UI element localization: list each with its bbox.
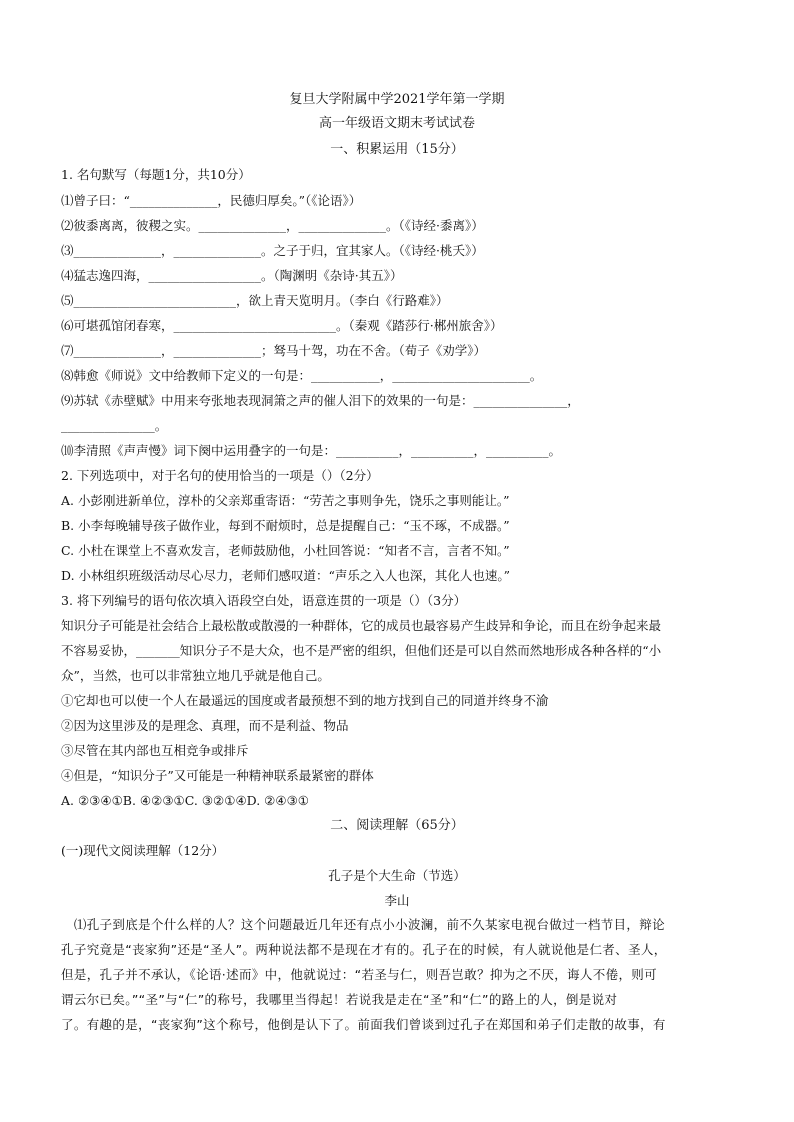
q1-line-7: ⑺______________，______________；驽马十驾，功在不舍。（荀子《劝学》） [61, 343, 487, 358]
q1-line-9-cont: _______________。 [61, 418, 168, 433]
article-line-3: 但是，孔子并不承认，《论语·述而》中，他就说过：“若圣与仁，则吾岂敢？抑为之不厌，诲人不倦，则可 [61, 967, 658, 982]
section-2-subheading: (一)现代文阅读理解（12分） [61, 843, 225, 858]
q1-line-5: ⑸__________________________，欲上青天览明月。（李白《行路难》） [61, 293, 449, 308]
q3-passage-3: 众”，当然，也可以非常独立地几乎就是他自己。 [61, 668, 330, 683]
q2-option-d: D. 小林组织班级活动尽心尽力，老师们感叹道：“声乐之入人也深，其化人也速。” [61, 568, 511, 583]
q3-passage-1: 知识分子可能是社会结合上最松散或散漫的一种群体，它的成员也最容易产生歧异和争论，而且在纷争起来最 [61, 618, 662, 633]
section-2-heading: 二、阅读理解（65分） [330, 818, 464, 833]
article-author: 李山 [384, 893, 410, 908]
q1-line-10: ⑽李清照《声声慢》词下阕中运用叠字的一句是：__________，__________，__________。 [61, 443, 562, 458]
exam-title: 高一年级语文期末考试试卷 [318, 116, 475, 131]
q3-item-4: ④但是，“知识分子”又可能是一种精神联系最紧密的群体 [61, 768, 374, 783]
q1-line-3: ⑶______________，______________。之子于归，宜其家人。（《诗经·桃夭》） [61, 243, 484, 258]
q1-line-1: ⑴曾子曰：“______________，民德归厚矣。”（《论语》） [61, 193, 362, 208]
article-title: 孔子是个大生命（节选） [328, 868, 466, 883]
q3-heading: 3. 将下列编号的语句依次填入语段空白处，语意连贯的一项是（）（3分） [61, 593, 467, 608]
q2-option-b: B. 小李每晚辅导孩子做作业，每到不耐烦时，总是提醒自己：“玉不琢，不成器。” [61, 518, 510, 533]
article-line-4: 谓云尔已矣。”“圣”与“仁”的称号，我哪里当得起！若说我是走在“圣”和“仁”的路上的人，倒是说对 [61, 992, 618, 1007]
q3-passage-2: 不容易妥协，_______知识分子不是大众，也不是严密的组织，但他们还是可以自然而然地形成各种各样的“小 [61, 643, 662, 658]
school-semester-title: 复旦大学附属中学2021学年第一学期 [289, 92, 505, 107]
q2-option-c: C. 小杜在课堂上不喜欢发言，老师鼓励他，小杜回答说：“知者不言，言者不知。” [61, 543, 510, 558]
q3-item-1: ①它却也可以使一个人在最遥远的国度或者最预想不到的地方找到自己的同道并终身不渝 [61, 693, 549, 708]
q3-item-2: ②因为这里涉及的是理念、真理，而不是利益、物品 [61, 718, 349, 733]
q3-answer-options: A. ②③④①B. ④②③①C. ③②①④D. ②④③① [61, 793, 309, 808]
q1-heading: 1. 名句默写（每题1分，共10分） [61, 167, 251, 182]
q1-line-9: ⑼苏轼《赤壁赋》中用来夸张地表现洞箫之声的催人泪下的效果的一句是：_______________， [61, 393, 580, 408]
q1-line-8: ⑻韩愈《师说》文中给教师下定义的一句是：___________，______________________。 [61, 368, 543, 383]
q2-heading: 2. 下列选项中，对于名句的使用恰当的一项是（）（2分） [61, 468, 379, 483]
q1-line-4: ⑷猛志逸四海，__________________。（陶渊明《杂诗·其五》） [61, 268, 403, 283]
article-line-5: 了。有趣的是，“丧家狗”这个称号，他倒是认下了。前面我们曾谈到过孔子在郑国和弟子们走散的故事，有 [61, 1017, 666, 1032]
q2-option-a: A. 小彭刚进新单位，淳朴的父亲郑重寄语：“劳苦之事则争先，饶乐之事则能让。” [61, 493, 510, 508]
article-line-1: ⑴孔子到底是个什么样的人？这个问题最近几年还有点小小波澜，前不久某家电视台做过一档节目，辩论 [61, 917, 665, 932]
q1-line-2: ⑵彼黍离离，彼稷之实。______________，______________。（《诗经·黍离》） [61, 218, 484, 233]
section-1-heading: 一、积累运用（15分） [330, 142, 464, 157]
q1-line-6: ⑹可堪孤馆闭春寒，__________________________。（秦观《踏莎行·郴州旅舍》） [61, 318, 503, 333]
article-line-2: 孔子究竟是“丧家狗”还是“圣人”。两种说法都不是现在才有的。孔子在的时候，有人就说他是仁者、圣人， [61, 942, 667, 957]
q3-item-3: ③尽管在其内部也互相竞争或排斥 [61, 743, 249, 758]
